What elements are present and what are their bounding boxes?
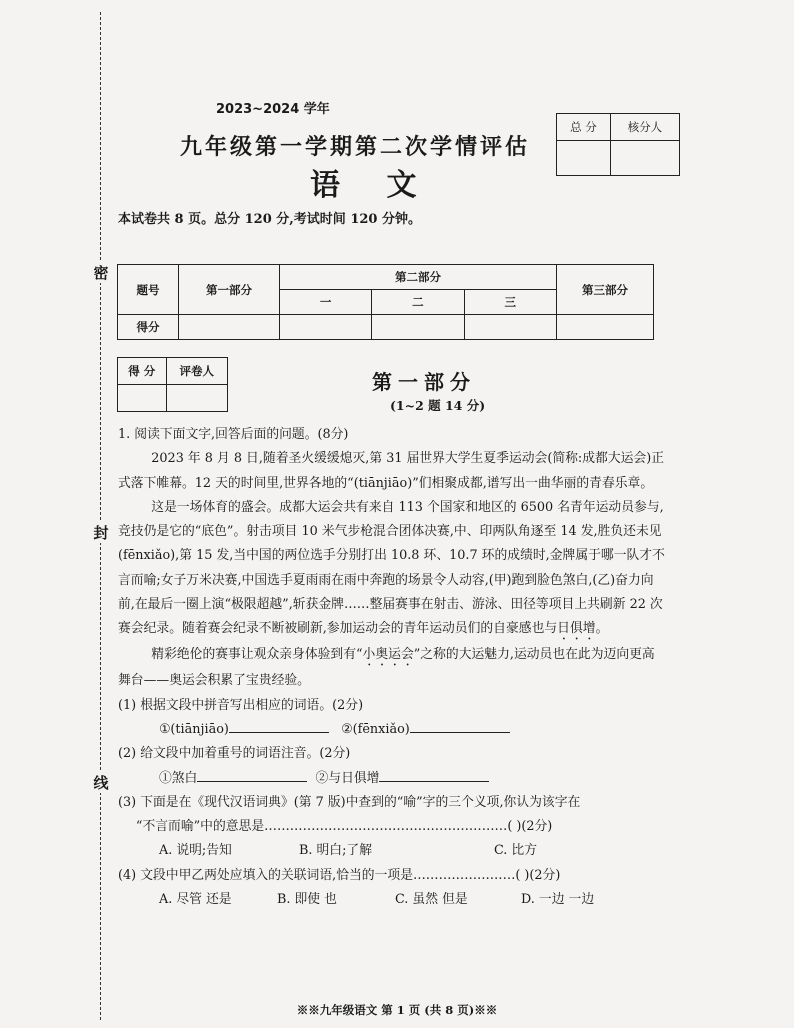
academic-year: 2023~2024 学年 [216, 102, 330, 117]
col-part1: 第一部分 [179, 265, 280, 315]
subq-2: (2) 给文段中加着重号的词语注音。(2分) [118, 746, 351, 762]
subq-4-leader: …………………… [413, 867, 516, 883]
col-question-no: 题号 [118, 265, 179, 315]
q1-paragraph-3 [118, 643, 666, 693]
subq-1b-label: ②(fēnxiǎo) [341, 721, 410, 737]
exam-title: 九年级第一学期第二次学情评估 [180, 134, 531, 160]
binding-char-seal2: 封 [91, 522, 111, 543]
checker-label: 核分人 [610, 114, 679, 141]
subq-4-option-a: A. 尽管 还是 [158, 892, 232, 908]
q1-p3-emphasis: “小奥运会” [356, 647, 421, 663]
q1-p3-text-b: 之称的大运魅力,运动员也在此为迈向更高舞台——奥运会积累了宝贵经验。 [118, 647, 655, 689]
score-cell-part2-3[interactable] [464, 315, 556, 340]
section-score-box [117, 357, 228, 412]
subq-2-answers [118, 767, 666, 791]
section-grader-label: 评卷人 [166, 358, 227, 385]
section-score-label: 得 分 [118, 358, 167, 385]
section-score-cell[interactable] [118, 385, 167, 412]
binding-char-line: 线 [91, 772, 111, 793]
exam-info: 本试卷共 8 页。总分 120 分,考试时间 120 分钟。 [118, 212, 421, 227]
q1-paragraph-2 [118, 496, 666, 643]
subq-3-leader: ………………………………………………… [264, 819, 508, 835]
score-table [117, 264, 654, 340]
q1-p2-text-a: 这是一场体育的盛会。成都大运会共有来自 113 个国家和地区的 6500 名青年运动员参与,竞技仍是它的“底色”。射击项目 10 米气步枪混合团体决赛,中、印两队角逐至 14 发,胜负还未见(fēnxiǎo),第 15 发,当中国的两位选手分别打出 10.8 环、10.7 环的成绩时,金牌属于哪一队才不言而喻;女子万米决赛,中国选手夏雨雨在雨中奔跑的场景令人动容,(甲)跑到脸色煞白,(乙)奋力向前,在最后一圈上演“极限超越”,斩获金牌……整届赛事在射击、游泳、田径等项目上共刷新 22 次赛会纪录。随着赛会纪录不断被刷新,参加运动会的青年运动员们的自豪感也与 [118, 499, 665, 637]
score-cell-part1[interactable] [179, 315, 280, 340]
subq-3-option-a: A. 说明;告知 [158, 843, 232, 859]
col-part2-sub3: 三 [464, 290, 556, 315]
subq-2a-blank[interactable] [197, 767, 307, 782]
subq-1a-label: ①(tiānjiāo) [158, 721, 229, 737]
subq-3-options [118, 839, 666, 863]
subq-3-text: “不言而喻”中的意思是 [135, 819, 265, 835]
question-1 [118, 423, 666, 912]
page-footer: ※※九年级语文 第 1 页 (共 8 页)※※ [296, 1003, 498, 1017]
subq-4-answer-paren[interactable]: ( )(2分) [515, 867, 561, 883]
q1-p2-emphasis: 日俱增 [557, 621, 596, 637]
binding-line [100, 12, 101, 1020]
subq-2b-blank[interactable] [379, 767, 489, 782]
binding-char-seal: 密 [91, 262, 111, 283]
score-cell-part2-2[interactable] [372, 315, 464, 340]
score-cell-part3[interactable] [557, 315, 654, 340]
subq-2b-label: ②与日俱增 [315, 770, 380, 786]
col-part2-sub1: 一 [280, 290, 372, 315]
section-grader-cell[interactable] [166, 385, 227, 412]
total-score-cell[interactable] [557, 141, 611, 176]
subq-4-text: (4) 文段中甲乙两处应填入的关联词语,恰当的一项是 [118, 867, 413, 883]
subq-1: (1) 根据文段中拼音写出相应的词语。(2分) [118, 697, 364, 713]
subq-1-answers [118, 718, 666, 742]
q1-p3-text-a: 精彩绝伦的赛事让观众亲身体验到有 [151, 647, 357, 663]
subq-3-option-c: C. 比方 [493, 843, 538, 859]
total-score-box [556, 113, 680, 176]
subq-3-option-b: B. 明白;了解 [298, 843, 372, 859]
score-cell-part2-1[interactable] [280, 315, 372, 340]
total-score-label: 总 分 [557, 114, 611, 141]
subq-4-option-d: D. 一边 一边 [520, 892, 595, 908]
part-title: 第一部分 [372, 370, 476, 394]
subq-3-line2 [118, 815, 666, 839]
part-subtitle: (1~2 题 14 分) [390, 398, 486, 413]
subq-2a-label: ①煞白 [158, 770, 198, 786]
subject-title: 语 文 [310, 168, 435, 203]
subq-4-option-b: B. 即使 也 [276, 892, 337, 908]
subq-4-options [118, 888, 666, 912]
q1-stem: 1. 阅读下面文字,回答后面的问题。(8分) [118, 427, 349, 442]
col-part3: 第三部分 [557, 265, 654, 315]
checker-cell[interactable] [610, 141, 679, 176]
subq-4 [118, 864, 666, 888]
subq-1a-blank[interactable] [229, 718, 329, 733]
row-score-label: 得分 [118, 315, 179, 340]
subq-3-answer-paren[interactable]: ( )(2分) [507, 819, 553, 835]
col-part2-sub2: 二 [372, 290, 464, 315]
subq-1b-blank[interactable] [410, 718, 510, 733]
q1-p2-text-b: 。 [595, 621, 609, 637]
subq-4-option-c: C. 虽然 但是 [394, 892, 468, 908]
col-part2: 第二部分 [280, 265, 557, 290]
q1-paragraph-1: 2023 年 8 月 8 日,随着圣火缓缓熄灭,第 31 届世界大学生夏季运动会(简称:成都大运会)正式落下帷幕。12 天的时间里,世界各地的“(tiānjiāo)”们相聚成都,谱写出一曲华丽的青春乐章。 [118, 451, 665, 491]
subq-3-line1: (3) 下面是在《现代汉语词典》(第 7 版)中查到的“喻”字的三个义项,你认为该字在 [118, 794, 581, 810]
